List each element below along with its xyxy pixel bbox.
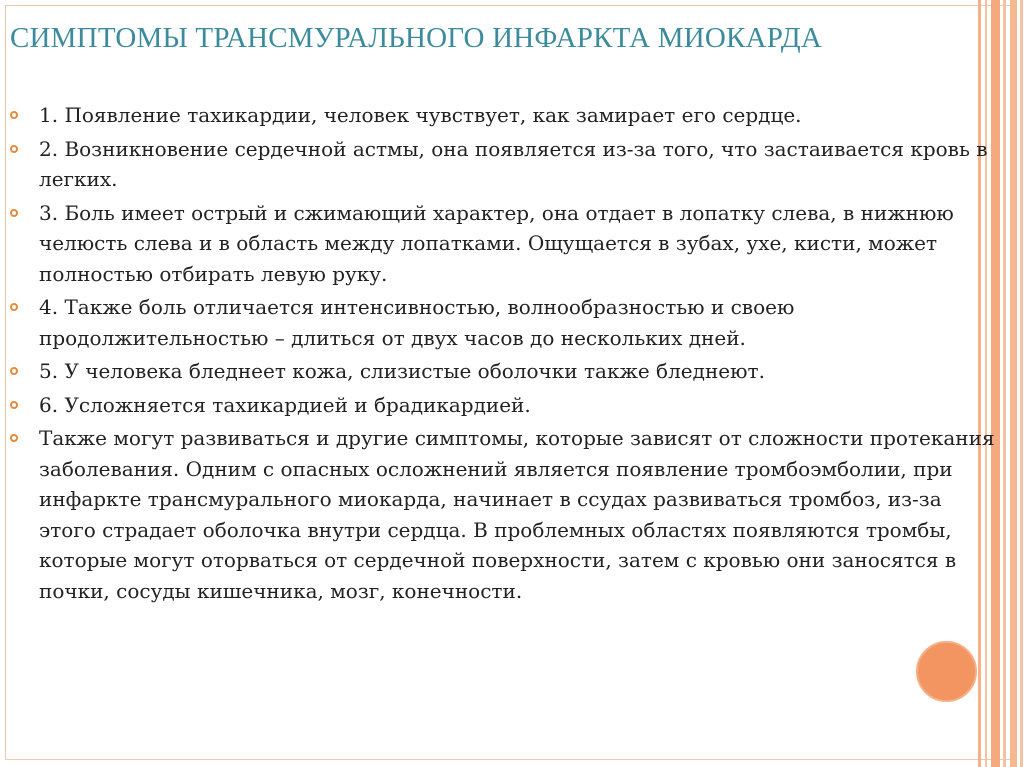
decorative-circle [916,641,977,702]
stripe [1020,0,1023,767]
list-item [10,292,995,353]
bullet-icon [10,145,18,153]
bullet-list [10,100,995,609]
list-item [10,198,995,290]
list-item-text: 2. Возникновение сердечной астмы, она появляется из-за того, что застаивается кровь в легких. [39,136,988,191]
list-item-text: Также могут развиваться и другие симптомы, которые зависят от сложности протекания заболевания. Одним с опасных осложнений является появление тромбоэмболии, при инфаркте трансмурального миокарда, начинает в ссудах развиваться тромбоз, из-за этого страдает оболочка внутри сердца. В проблемных областях появляются тромбы, которые могут оторваться от сердечной поверхности, затем с кровью они заносятся в почки, сосуды кишечника, мозг, конечности. [39,426,995,603]
list-item [10,390,995,421]
bullet-icon [10,401,18,409]
stripe [1010,0,1017,767]
list-item-text: 3. Боль имеет острый и сжимающий характер, она отдает в лопатку слева, в нижнюю челюсть слева и в область между лопатками. Ощущается в зубах, ухе, кисти, может полностью отбирать левую руку. [39,200,954,286]
bullet-icon [10,303,18,311]
list-item [10,134,995,195]
slide-title: СИМПТОМЫ ТРАНСМУРАЛЬНОГО ИНФАРКТА МИОКАРДА [10,22,822,54]
bullet-icon [10,209,18,217]
list-item-text: 6. Усложняется тахикардией и брадикардией. [39,392,531,417]
list-item [10,423,995,606]
list-item-text: 5. У человека бледнеет кожа, слизистые оболочки также бледнеют. [39,359,765,383]
list-item-text: 1. Появление тахикардии, человек чувствует, как замирает его сердце. [39,103,802,127]
stripe [1003,0,1006,767]
list-item [10,100,995,131]
list-item [10,356,995,387]
list-item-text: 4. Также боль отличается интенсивностью, волнообразностью и своею продолжительностью – длиться от двух часов до нескольких дней. [39,295,795,350]
bullet-icon [10,111,18,119]
bullet-icon [10,434,18,442]
bullet-icon [10,367,18,375]
